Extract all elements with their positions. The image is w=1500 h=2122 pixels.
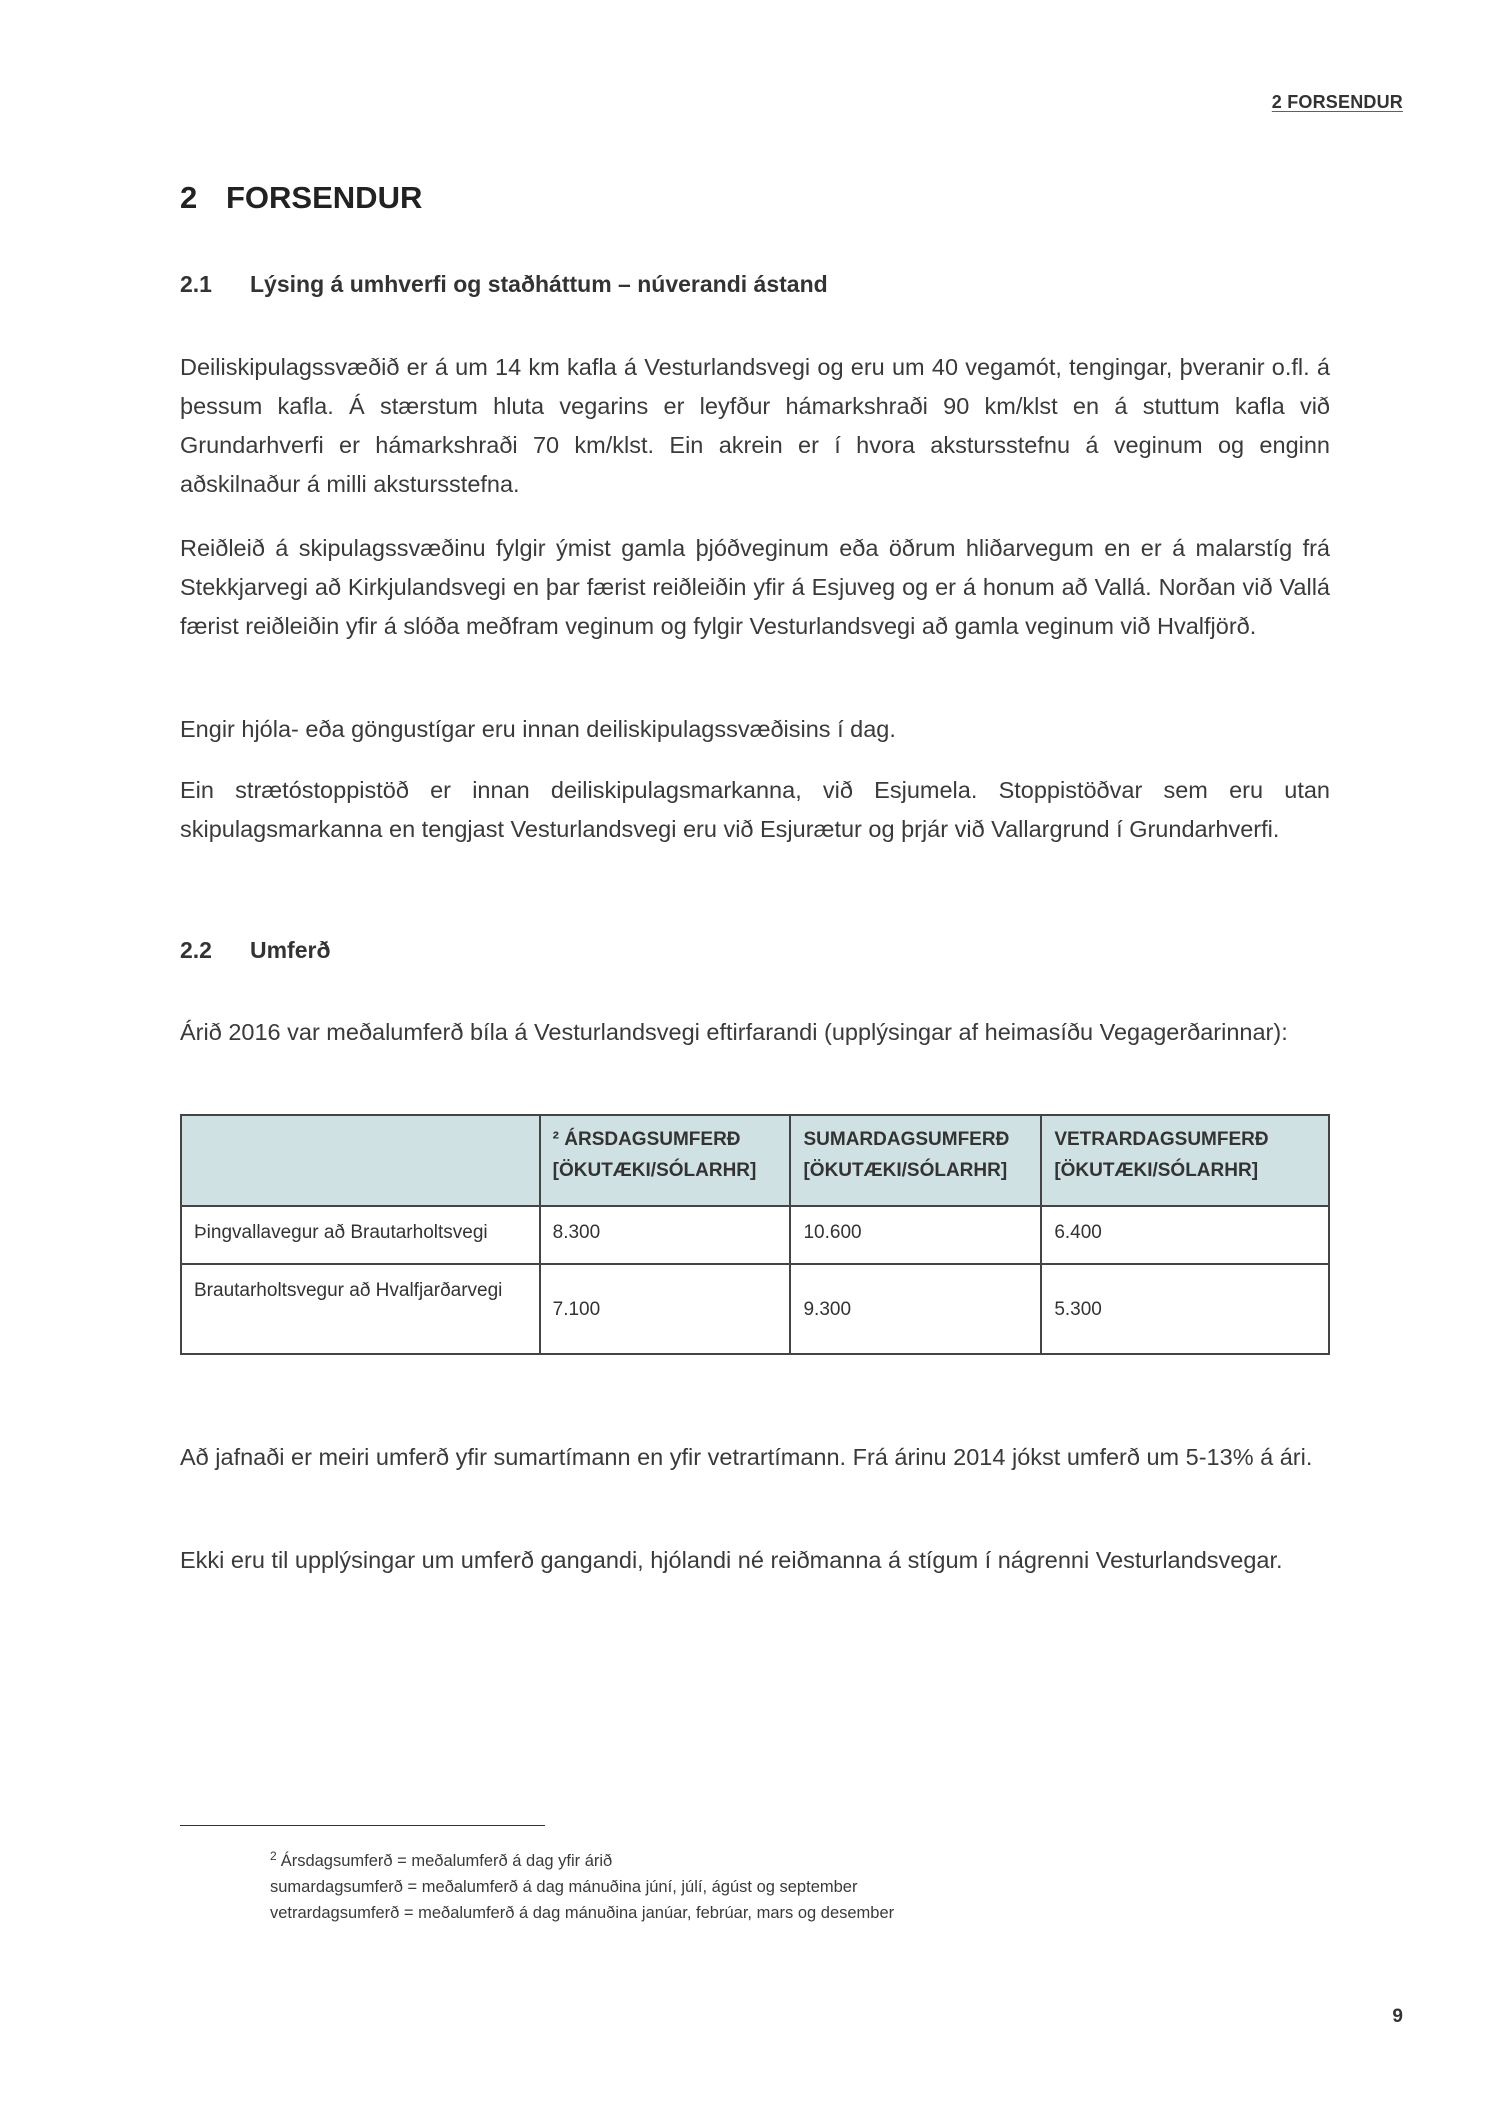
- section-heading-2-2: [180, 937, 331, 964]
- chapter-heading: [180, 180, 422, 216]
- footnote-marker: 2: [270, 1849, 277, 1863]
- footnotes: [270, 1843, 894, 1926]
- section-number: 2.2: [180, 937, 212, 963]
- paragraph-bus-stops: Ein strætóstoppistöð er innan deiliskipulagsmarkanna, við Esjumela. Stoppistöðvar sem eru utan skipulagsmarkanna en tengjast Vesturlandsvegi eru við Esjurætur og þrjár við Vallargrund í Grundarhverfi.: [180, 777, 1330, 842]
- paragraph-bike-paths: Engir hjóla- eða göngustígar eru innan deiliskipulagssvæðisins í dag.: [180, 716, 896, 742]
- paragraph-traffic-intro: Árið 2016 var meðalumferð bíla á Vesturlandsvegi eftirfarandi (upplýsingar af heimasíðu Vegagerðarinnar):: [180, 1019, 1288, 1045]
- table-cell-value: 10.600: [790, 1206, 1041, 1264]
- footnote-separator: [180, 1825, 545, 1826]
- footnote-line: sumardagsumferð = meðalumferð á dag mánuðina júní, júlí, ágúst og september: [270, 1878, 858, 1896]
- table-header-cell: ² ÁRSDAGSUMFERÐ [ÖKUTÆKI/SÓLARHR]: [540, 1115, 791, 1206]
- footnote-text: Ársdagsumferð = meðalumferð á dag yfir árið: [280, 1852, 613, 1870]
- paragraph-pedestrian-info: Ekki eru til upplýsingar um umferð gangandi, hjólandi né reiðmanna á stígum í nágrenni Vesturlandsvegar.: [180, 1547, 1283, 1573]
- table-header-cell: [181, 1115, 540, 1206]
- footnote-line: vetrardagsumferð = meðalumferð á dag mánuðina janúar, febrúar, mars og desember: [270, 1904, 895, 1922]
- section-heading-2-1: [180, 271, 828, 298]
- paragraph-riding-route: Reiðleið á skipulagssvæðinu fylgir ýmist gamla þjóðveginum eða öðrum hliðarvegum en er á malarstíg frá Stekkjarvegi að Kirkjulandsvegi en þar færist reiðleiðin yfir á Esjuveg og er á honum að Vallá. Norðan við Vallá færist reiðleiðin yfir á slóða meðfram veginum og fylgir Vesturlandsvegi að gamla veginum við Hvalfjörð.: [180, 535, 1330, 639]
- chapter-number: 2: [180, 180, 198, 215]
- table-header-cell: SUMARDAGSUMFERÐ [ÖKUTÆKI/SÓLARHR]: [790, 1115, 1041, 1206]
- table-header-row: [181, 1115, 1329, 1206]
- table-cell-road: Brautarholtsvegur að Hvalfjarðarvegi: [181, 1264, 540, 1354]
- footnote-line: [270, 1843, 894, 1874]
- section-title: Umferð: [250, 937, 331, 963]
- table-cell-value: 8.300: [540, 1206, 791, 1264]
- section-number: 2.1: [180, 271, 212, 297]
- table-header-cell: VETRARDAGSUMFERÐ [ÖKUTÆKI/SÓLARHR]: [1041, 1115, 1329, 1206]
- page-number: 9: [1392, 2006, 1403, 2027]
- table-row: [181, 1264, 1329, 1354]
- traffic-table: [180, 1114, 1330, 1355]
- table-cell-value: 6.400: [1041, 1206, 1329, 1264]
- section-title: Lýsing á umhverfi og staðháttum – núverandi ástand: [250, 271, 828, 297]
- paragraph-seasonal-traffic: Að jafnaði er meiri umferð yfir sumartímann en yfir vetrartímann. Frá árinu 2014 jókst umferð um 5-13% á ári.: [180, 1444, 1313, 1470]
- table-cell-value: 7.100: [540, 1264, 791, 1354]
- chapter-title: FORSENDUR: [226, 180, 423, 215]
- table-cell-value: 9.300: [790, 1264, 1041, 1354]
- running-header: 2 FORSENDUR: [1271, 92, 1403, 112]
- table-cell-road: Þingvallavegur að Brautarholtsvegi: [181, 1206, 540, 1264]
- table-row: [181, 1206, 1329, 1264]
- paragraph-area-description: Deiliskipulagssvæðið er á um 14 km kafla á Vesturlandsvegi og eru um 40 vegamót, tengingar, þveranir o.fl. á þessum kafla. Á stærstum hluta vegarins er leyfður hámarkshraði 90 km/klst en á stuttum kafla við Grundarhverfi er hámarkshraði 70 km/klst. Ein akrein er í hvora akstursstefnu á veginum og enginn aðskilnaður á milli akstursstefna.: [180, 354, 1330, 497]
- table-cell-value: 5.300: [1041, 1264, 1329, 1354]
